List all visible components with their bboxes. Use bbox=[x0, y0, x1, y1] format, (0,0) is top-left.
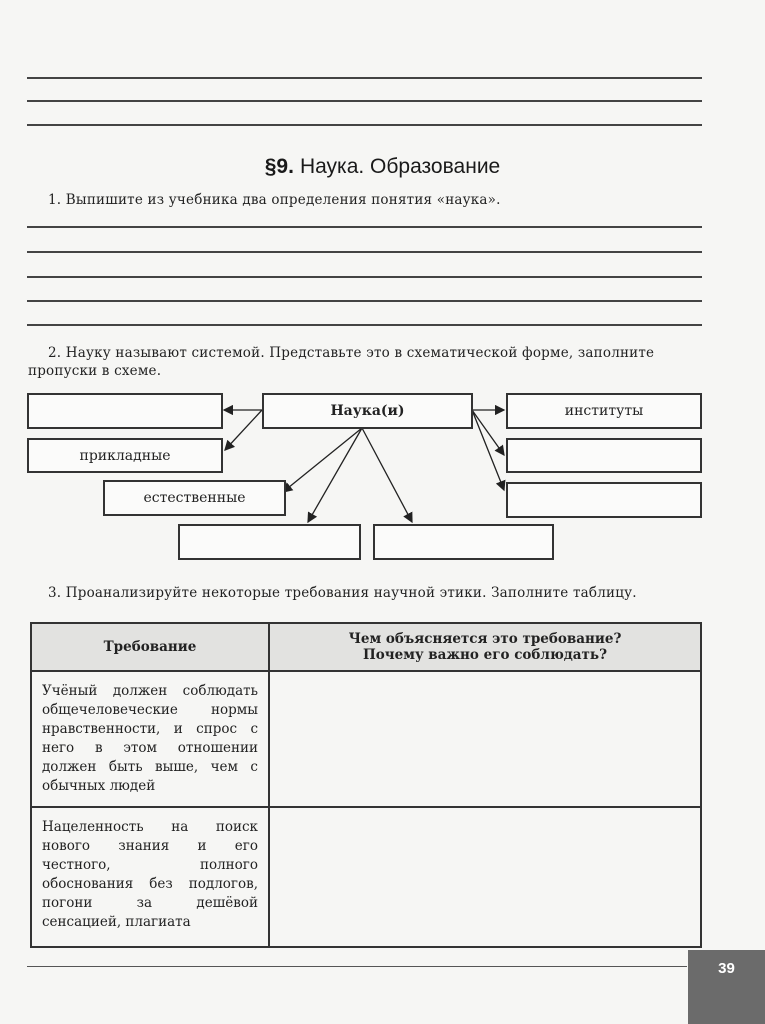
table-row bbox=[31, 671, 701, 807]
task-2-line-2: пропуски в схеме. bbox=[28, 363, 162, 379]
scheme-box-empty[interactable] bbox=[373, 524, 554, 560]
task-3-text: 3. Проанализируйте некоторые требования научной этики. Заполните таблицу. bbox=[48, 585, 637, 601]
section-number: §9. bbox=[264, 155, 294, 178]
ethics-table bbox=[30, 622, 702, 948]
section-heading: Наука. Образование bbox=[299, 155, 501, 178]
header-requirement: Требование bbox=[31, 623, 269, 671]
answer-cell[interactable] bbox=[269, 807, 701, 947]
requirement-cell: Учёный должен соблюдать общечеловеческие нормы нравственности, и спрос с него в этом отношении должен быть выше, чем с обычных людей bbox=[31, 671, 269, 807]
scheme-box-natural: естественные bbox=[103, 480, 286, 516]
scheme-box-applied: прикладные bbox=[27, 438, 223, 473]
task-2-line-1: 2. Науку называют системой. Представьте это в схематической форме, заполните bbox=[48, 345, 655, 361]
requirement-cell: Нацеленность на поиск нового знания и его честного, полного обоснования без подлогов, погони за дешёвой сенсацией, плагиата bbox=[31, 807, 269, 947]
footer-rule bbox=[27, 966, 687, 967]
table-row bbox=[31, 807, 701, 947]
task-1-text: 1. Выпишите из учебника два определения понятия «наука». bbox=[48, 192, 501, 208]
scheme-box-empty[interactable] bbox=[506, 438, 702, 473]
scheme-box-empty[interactable] bbox=[27, 393, 223, 429]
header-explanation-text: Чем объясняется это требование? Почему важно его соблюдать? bbox=[348, 631, 622, 663]
answer-cell[interactable] bbox=[269, 671, 701, 807]
scheme-box-empty[interactable] bbox=[178, 524, 361, 560]
table-header-row bbox=[31, 623, 701, 671]
page-number: 39 bbox=[688, 950, 765, 1024]
scheme-box-institutes: институты bbox=[506, 393, 702, 429]
header-explanation bbox=[269, 623, 701, 671]
scheme-box-center: Наука(и) bbox=[262, 393, 473, 429]
scheme-box-empty[interactable] bbox=[506, 482, 702, 518]
